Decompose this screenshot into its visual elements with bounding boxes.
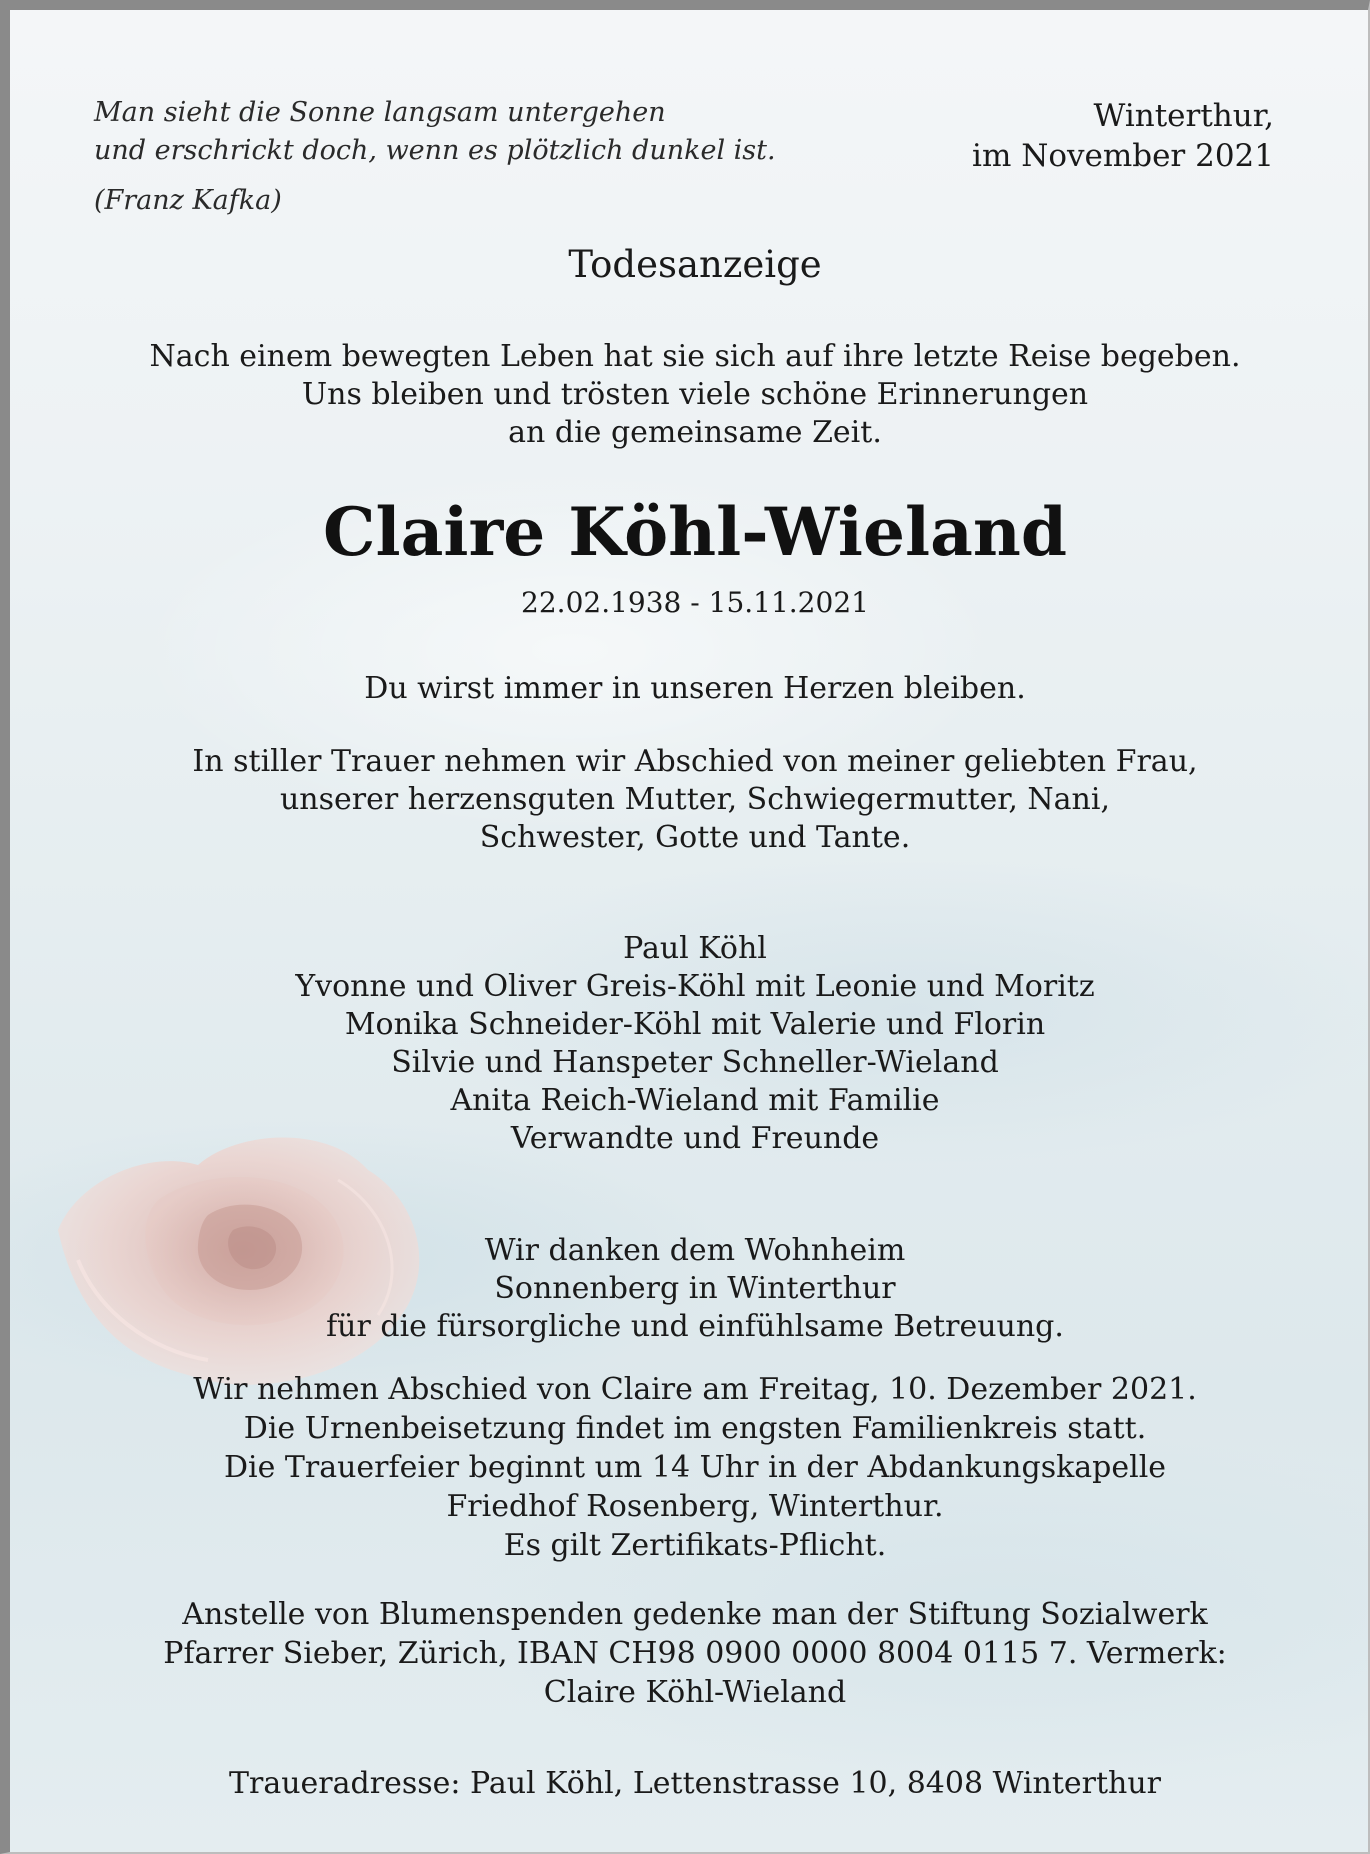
thanks-line: für die fürsorgliche und einfühlsame Betreuung. [326, 1309, 1064, 1344]
donation-text [10, 1595, 1370, 1712]
page-title: Todesanzeige [568, 243, 822, 286]
family-member: Silvie und Hanspeter Schneller-Wieland [391, 1045, 999, 1080]
mourning-line: In stiller Trauer nehmen wir Abschied von meiner geliebten Frau, [192, 744, 1198, 779]
mourning-address: Traueradresse: Paul Köhl, Lettenstrasse 10, 8408 Winterthur [228, 1766, 1162, 1801]
family-member: Paul Köhl [623, 931, 767, 966]
place-month: im November 2021 [972, 138, 1274, 174]
mourning-line: Schwester, Gotte und Tante. [479, 820, 911, 855]
quote-line: Man sieht die Sonne langsam untergehen [94, 97, 666, 128]
thanks-text [10, 1232, 1370, 1346]
farewell-line: Die Trauerfeier beginnt um 14 Uhr in der Abdankungskapelle [223, 1450, 1167, 1485]
farewell-line: Es gilt Zertifikats-Pflicht. [503, 1528, 887, 1563]
family-member: Anita Reich-Wieland mit Familie [450, 1083, 940, 1118]
place-city: Winterthur, [1093, 98, 1274, 134]
intro-line: an die gemeinsame Zeit. [508, 415, 882, 450]
family-member: Monika Schneider-Köhl mit Valerie und Florin [344, 1007, 1046, 1042]
family-list [10, 930, 1370, 1158]
thanks-line: Wir danken dem Wohnheim [484, 1233, 906, 1268]
farewell-line: Friedhof Rosenberg, Winterthur. [446, 1489, 944, 1524]
farewell-line: Die Urnenbeisetzung findet im engsten Familienkreis statt. [243, 1411, 1147, 1446]
farewell-line: Wir nehmen Abschied von Claire am Freitag, 10. Dezember 2021. [193, 1372, 1197, 1407]
intro-text [10, 338, 1370, 452]
intro-line: Uns bleiben und trösten viele schöne Erinnerungen [301, 377, 1089, 412]
thanks-line: Sonnenberg in Winterthur [494, 1271, 896, 1306]
kafka-quote [94, 94, 814, 220]
quote-author: (Franz Kafka) [94, 185, 282, 216]
donation-line: Claire Köhl-Wieland [543, 1675, 847, 1710]
donation-line: Anstelle von Blumenspenden gedenke man der Stiftung Sozialwerk [182, 1597, 1208, 1632]
intro-line: Nach einem bewegten Leben hat sie sich auf ihre letzte Reise begeben. [149, 339, 1241, 374]
donation-line: Pfarrer Sieber, Zürich, IBAN CH98 0900 0000 8004 0115 7. Vermerk: [163, 1636, 1227, 1671]
family-member: Yvonne und Oliver Greis-Köhl mit Leonie und Moritz [295, 969, 1095, 1004]
farewell-text [10, 1370, 1370, 1565]
heart-line: Du wirst immer in unseren Herzen bleiben. [364, 671, 1026, 706]
deceased-name: Claire Köhl-Wieland [323, 493, 1067, 571]
life-dates: 22.02.1938 - 15.11.2021 [521, 586, 869, 619]
mourning-text [10, 743, 1370, 857]
place-date [972, 96, 1274, 176]
family-member: Verwandte und Freunde [510, 1121, 880, 1156]
quote-line: und erschrickt doch, wenn es plötzlich dunkel ist. [94, 135, 776, 166]
mourning-line: unserer herzensguten Mutter, Schwiegermutter, Nani, [279, 782, 1110, 817]
